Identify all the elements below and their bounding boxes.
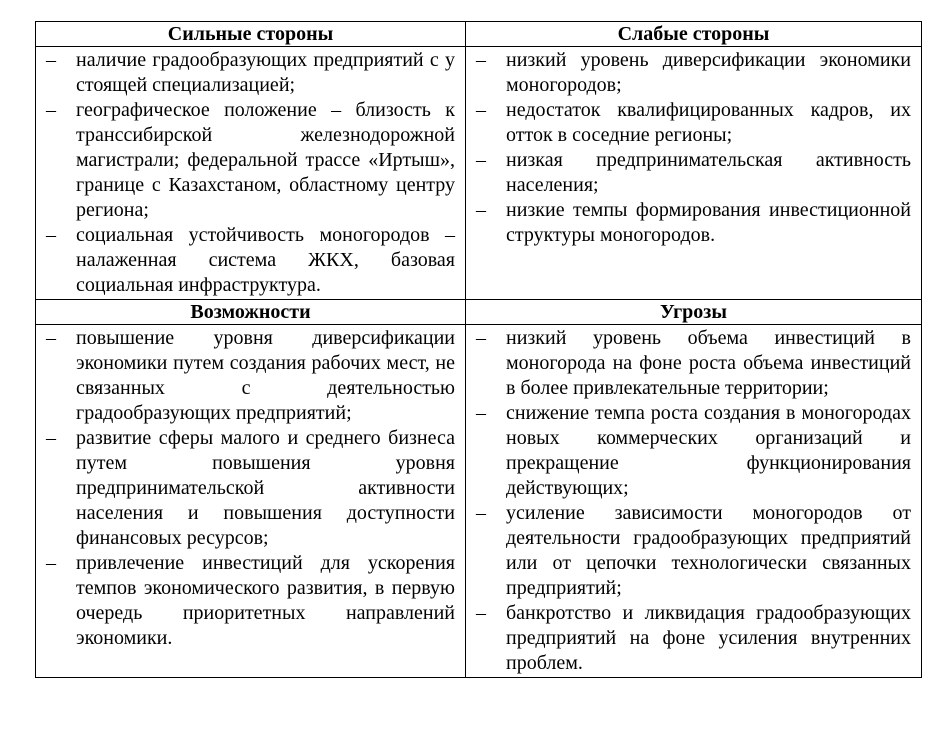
list-item-text: усиление зависимости моногородов от деятельности градообразующих предприятий или от цепочки технологически связанных предприятий; [506, 502, 911, 599]
list-item [466, 326, 911, 401]
list-item [36, 426, 455, 551]
list-item [466, 148, 911, 198]
list-item-text: низкий уровень диверсификации экономики моногородов; [506, 49, 911, 96]
weaknesses-cell [466, 47, 922, 300]
list-item [36, 48, 455, 98]
list-item [466, 48, 911, 98]
list-item-text: социальная устойчивость моногородов – налаженная система ЖКХ, базовая социальная инфраструктура. [76, 224, 455, 296]
list-item [36, 551, 455, 651]
strengths-header: Сильные стороны [36, 22, 466, 47]
list-item-text: привлечение инвестиций для ускорения темпов экономического развития, в первую очередь приоритетных направлений экономики. [76, 552, 455, 649]
list-item [466, 401, 911, 501]
list-item [466, 601, 911, 676]
list-item [36, 223, 455, 298]
weaknesses-header: Слабые стороны [466, 22, 922, 47]
threats-cell [466, 325, 922, 678]
list-item-text: недостаток квалифицированных кадров, их отток в соседние регионы; [506, 99, 911, 146]
dash-bullet: – [476, 199, 486, 221]
dash-bullet: – [476, 49, 486, 71]
list-item-text: наличие градообразующих предприятий с у стоящей специализацией; [76, 49, 455, 96]
list-item-text: низкий уровень объема инвестиций в моногорода на фоне роста объема инвестиций в более привлекательные территории; [506, 327, 911, 399]
header-row-bottom [36, 300, 922, 325]
opportunities-cell [36, 325, 466, 678]
dash-bullet: – [46, 552, 56, 574]
list-item-text: низкая предпринимательская активность населения; [506, 149, 911, 196]
list-item-text: банкротство и ликвидация градообразующих предприятий на фоне усиления внутренних проблем. [506, 602, 911, 674]
opportunities-header: Возможности [36, 300, 466, 325]
dash-bullet: – [476, 327, 486, 349]
list-item-text: снижение темпа роста создания в моногородах новых коммерческих организаций и прекращение функционирования действующих; [506, 402, 911, 499]
header-row-top [36, 22, 922, 47]
dash-bullet: – [476, 99, 486, 121]
dash-bullet: – [476, 602, 486, 624]
dash-bullet: – [46, 224, 56, 246]
list-item-text: географическое положение – близость к транссибирской железнодорожной магистрали; федеральной трассе «Иртыш», границе с Казахстаном, областному центру региона; [76, 99, 455, 221]
list-item [466, 198, 911, 248]
list-item-text: развитие сферы малого и среднего бизнеса путем повышения уровня предпринимательской активности населения и повышения доступности финансовых ресурсов; [76, 427, 455, 549]
weaknesses-list [466, 47, 921, 249]
dash-bullet: – [476, 502, 486, 524]
list-item [466, 501, 911, 601]
dash-bullet: – [46, 49, 56, 71]
swot-table [35, 21, 922, 678]
list-item-text: низкие темпы формирования инвестиционной структуры моногородов. [506, 199, 911, 246]
strengths-cell [36, 47, 466, 300]
dash-bullet: – [46, 327, 56, 349]
strengths-list [36, 47, 465, 299]
dash-bullet: – [476, 149, 486, 171]
list-item [36, 98, 455, 223]
list-item [36, 326, 455, 426]
opportunities-list [36, 325, 465, 652]
dash-bullet: – [46, 99, 56, 121]
list-item [466, 98, 911, 148]
content-row-top [36, 47, 922, 300]
threats-list [466, 325, 921, 677]
dash-bullet: – [476, 402, 486, 424]
content-row-bottom [36, 325, 922, 678]
threats-header: Угрозы [466, 300, 922, 325]
dash-bullet: – [46, 427, 56, 449]
list-item-text: повышение уровня диверсификации экономики путем создания рабочих мест, не связанных с деятельностью градообразующих предприятий; [76, 327, 455, 424]
